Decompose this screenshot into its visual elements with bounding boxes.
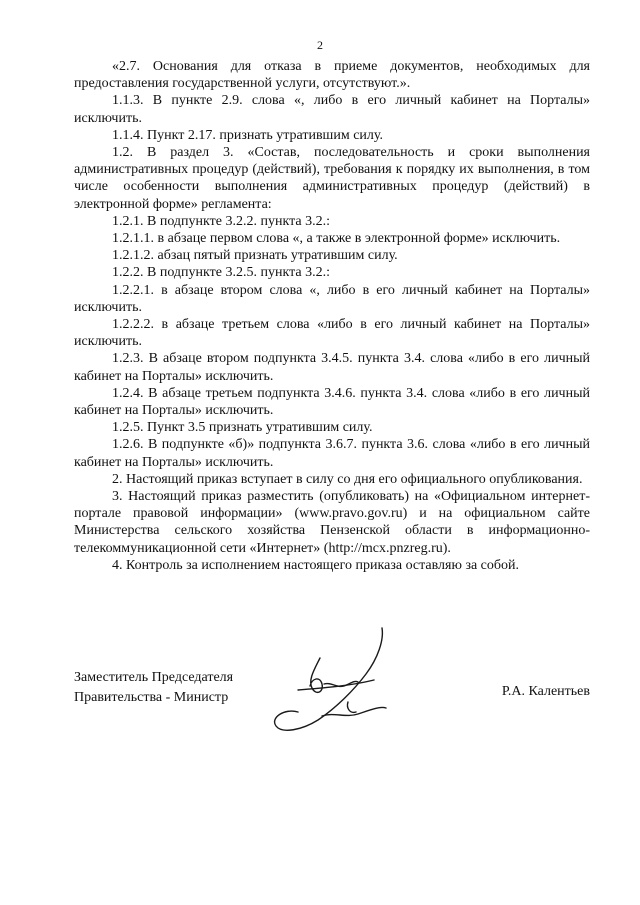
document-body <box>74 58 590 574</box>
signatory-title-line1: Заместитель Председателя <box>74 670 234 685</box>
paragraph-3: 3. Настоящий приказ разместить (опубликовать) на «Официальном интернет-портале правовой информации» (www.pravo.gov.ru) и на официальном сайте Министерства сельского хозяйства Пензенской области в информационно-телекоммуникационной сети «Интернет» (http://mcx.pnzreg.ru). <box>74 489 590 556</box>
paragraph-1-2-4: 1.2.4. В абзаце третьем подпункта 3.4.6. пункта 3.4. слова «либо в его личный кабинет на Порталы» исключить. <box>74 385 590 419</box>
paragraph-1-2-1: 1.2.1. В подпункте 3.2.2. пункта 3.2.: <box>112 213 330 229</box>
paragraph-2-7: «2.7. Основания для отказа в приеме документов, необходимых для предоставления государственной услуги, отсутствуют.». <box>74 59 590 92</box>
handwritten-signature <box>262 622 412 740</box>
paragraph-4: 4. Контроль за исполнением настоящего приказа оставляю за собой. <box>112 557 520 573</box>
paragraph-1-2-5: 1.2.5. Пункт 3.5 признать утратившим силу. <box>112 420 373 436</box>
paragraph-1-2-1-1: 1.2.1.1. в абзаце первом слова «, а также в электронной форме» исключить. <box>112 231 561 247</box>
paragraph-1-2-2-1: 1.2.2.1. в абзаце втором слова «, либо в его личный кабинет на Порталы» исключить. <box>74 282 590 315</box>
paragraph-1-2-6: 1.2.6. В подпункте «б)» подпункта 3.6.7. пункта 3.6. слова «либо в его личный кабинет на Порталы» исключить. <box>74 437 590 470</box>
signatory-title-line2: Правительства - Министр <box>74 690 229 705</box>
paragraph-1-1-3: 1.1.3. В пункте 2.9. слова «, либо в его личный кабинет на Порталы» исключить. <box>74 93 590 126</box>
signatory-title <box>74 668 233 708</box>
page-number: 2 <box>317 38 323 52</box>
paragraph-1-2-3: 1.2.3. В абзаце втором подпункта 3.4.5. пункта 3.4. слова «либо в его личный кабинет на Порталы» исключить. <box>74 351 590 384</box>
paragraph-2: 2. Настоящий приказ вступает в силу со дня его официального опубликования. <box>112 471 583 487</box>
paragraph-1-1-4: 1.1.4. Пункт 2.17. признать утратившим силу. <box>112 127 383 143</box>
paragraph-1-2-2-2: 1.2.2.2. в абзаце третьем слова «либо в его личный кабинет на Порталы» исключить. <box>74 317 590 350</box>
signatory-name: Р.А. Калентьев <box>501 684 590 699</box>
paragraph-1-2-2: 1.2.2. В подпункте 3.2.5. пункта 3.2.: <box>112 265 330 281</box>
paragraph-1-2-1-2: 1.2.1.2. абзац пятый признать утратившим силу. <box>112 248 398 264</box>
paragraph-1-2: 1.2. В раздел 3. «Состав, последовательность и сроки выполнения административных процедур (действий), требования к порядку их выполнения, в том числе особенности выполнения административных процедур (действий) в электронной форме» регламента: <box>74 145 590 212</box>
